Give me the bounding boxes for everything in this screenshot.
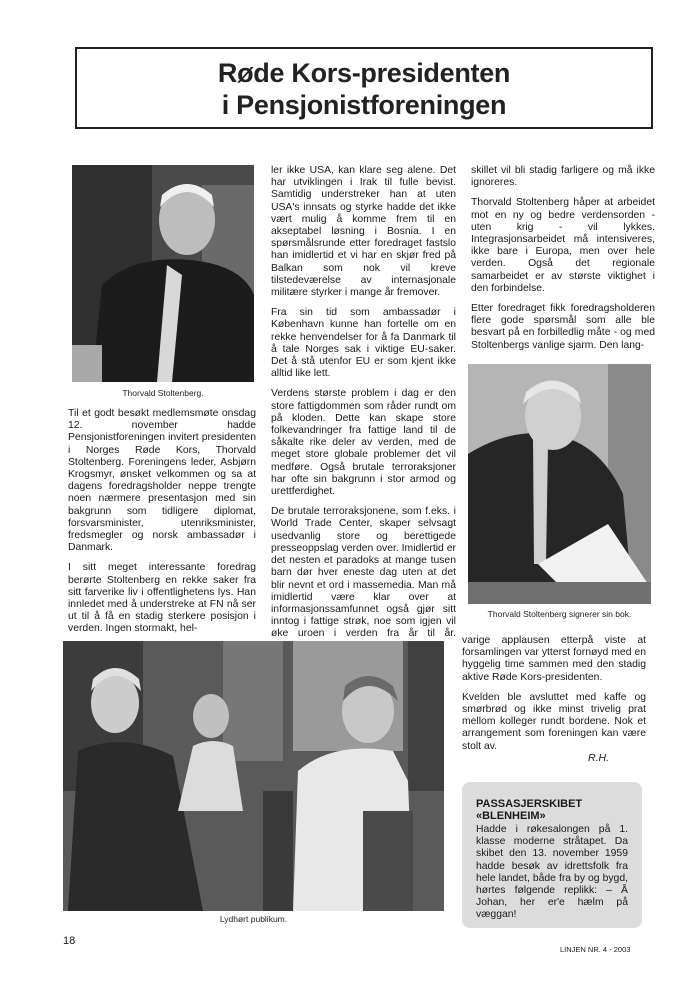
sidebar-subheading: «BLENHEIM» — [476, 810, 546, 822]
headline-line-1: Røde Kors-presidenten — [217, 58, 511, 88]
signing-caption: Thorvald Stoltenberg signerer sin bok. — [487, 609, 632, 619]
article-column-3-continued — [462, 635, 646, 761]
footer-issue: LINJEN NR. 4 - 2003 — [560, 945, 631, 954]
paragraph: I sitt meget interessante foredrag berørte Stoltenberg en rekke saker fra sitt farverike liv i offentlighetens lys. Han innledet med å understreke at FN nå ser ut til å få en stadig sterkere posisjon i verden. Ingen stormakt, hel- — [68, 562, 256, 635]
paragraph: Fra sin tid som ambassadør i København kunne han fortelle om en rekke henvendelser for å fa Danmark til å tale Norges sak i viktige EU-saker. Det å stå utenfor EU er som kjent ikke alltid like lett. — [271, 307, 456, 380]
headline-line-2: i Pensjonistforeningen — [221, 90, 507, 120]
paragraph: De brutale terroraksjonene, som f.eks. i World Trade Center, skaper selvsagt usedvanlig store og berettigede presseoppslag verden over. Imidlertid er det nesten et paradoks at mange tusen barn dør hver eneste dag uten at det blir nevnt et ord i massemedia. Man må imidlertid være klar over at informasjonssamfunnet også gjør sitt inntog i fattige strøk, noe som igjen vil øke uroen i verden fra år til år. — [271, 506, 456, 640]
paragraph: varige applausen etterpå viste at forsamlingen var ytterst fornøyd med en hyggelig time sammen med den stadig aktive Røde Kors-presidenten. — [462, 635, 646, 683]
paragraph: skillet vil bli stadig farligere og må ikke ignoreres. — [471, 165, 655, 189]
sidebar-text: Hadde i røkesalongen på 1. klasse moderne stråtapet. Da skibet den 13. november 1959 hadde besøk av idrettsfolk fra hele landet, både fra by og bygd, hørtes følgende replikk: – Å Johan, her er'e hælm på væggan! — [476, 824, 628, 921]
paragraph: ler ikke USA, kan klare seg alene. Det har utviklingen i Irak til fulle bevist. Samtidig understreker han at uten USA's innsats og styrke hadde det ikke vært mulig å komme frem til en akseptabel løsning i Bosnia. I en spørsmålsrunde etter foredraget fastslo han imidlertid et vi har en skjør fred på Balkan som nok vil kreve tilstedeværelse av internasjonale militære styrker i mange år fremover. — [271, 165, 456, 299]
audience-caption: Lydhørt publikum. — [219, 914, 288, 924]
signing-photo — [468, 364, 651, 604]
sidebar-heading: PASSASJERSKIBET — [476, 798, 583, 810]
article-column-3 — [471, 165, 655, 360]
article-column-1 — [68, 408, 256, 644]
author-signature: R.H. — [588, 752, 609, 764]
page-number: 18 — [63, 935, 76, 947]
audience-photo — [63, 641, 444, 911]
paragraph: Kvelden ble avsluttet med kaffe og smørbrød og ikke minst trivelig prat mellom kolleger rundt bordene. Nok et arrangement som foreningen kan være stolt av. — [462, 691, 646, 752]
paragraph: Til et godt besøkt medlemsmøte onsdag 12. november hadde Pensjonistforeningen invitert presidenten i Norges Røde Kors, Thorvald Stoltenberg. Foreningens leder, Asbjørn Krogsmyr, ønsket velkommen og sa at dagens foredragsholder neppe trengte noen nærmere presentasjon med sin bakgrunn som tidligere diplomat, forsvarsminister, utenriksminister, fredsmegler og norsk ambassadør i Danmark. — [68, 408, 256, 554]
paragraph: Thorvald Stoltenberg håper at arbeidet mot en ny og bedre verdensorden - uten krig - vil lykkes. Integrasjonsarbeidet må intensiveres, ikke bare i Europa, men over hele verden. Også det regionale samarbeidet er av største viktighet i den forbindelse. — [471, 197, 655, 294]
portrait-caption: Thorvald Stoltenberg. — [122, 388, 204, 398]
paragraph: Etter foredraget fikk foredragsholderen flere gode spørsmål som alle ble besvart på en forbilledlig måte - og med Stoltenbergs vanlige sjarm. Den lang- — [471, 303, 655, 351]
paragraph: Verdens største problem i dag er den store fattigdommen som råder rundt om på kloden. Dette kan skape store folkevandringer fra fattige land til de såkalte rike deler av verden, med de meget store globale problemer det vil medføre. Også brutale terroraksjoner har ofte sin bakgrunn i stor armod og urettferdighet. — [271, 388, 456, 498]
portrait-photo — [72, 165, 254, 382]
sidebar-box — [462, 782, 642, 928]
headline-box — [75, 47, 653, 129]
article-column-2 — [271, 165, 456, 661]
